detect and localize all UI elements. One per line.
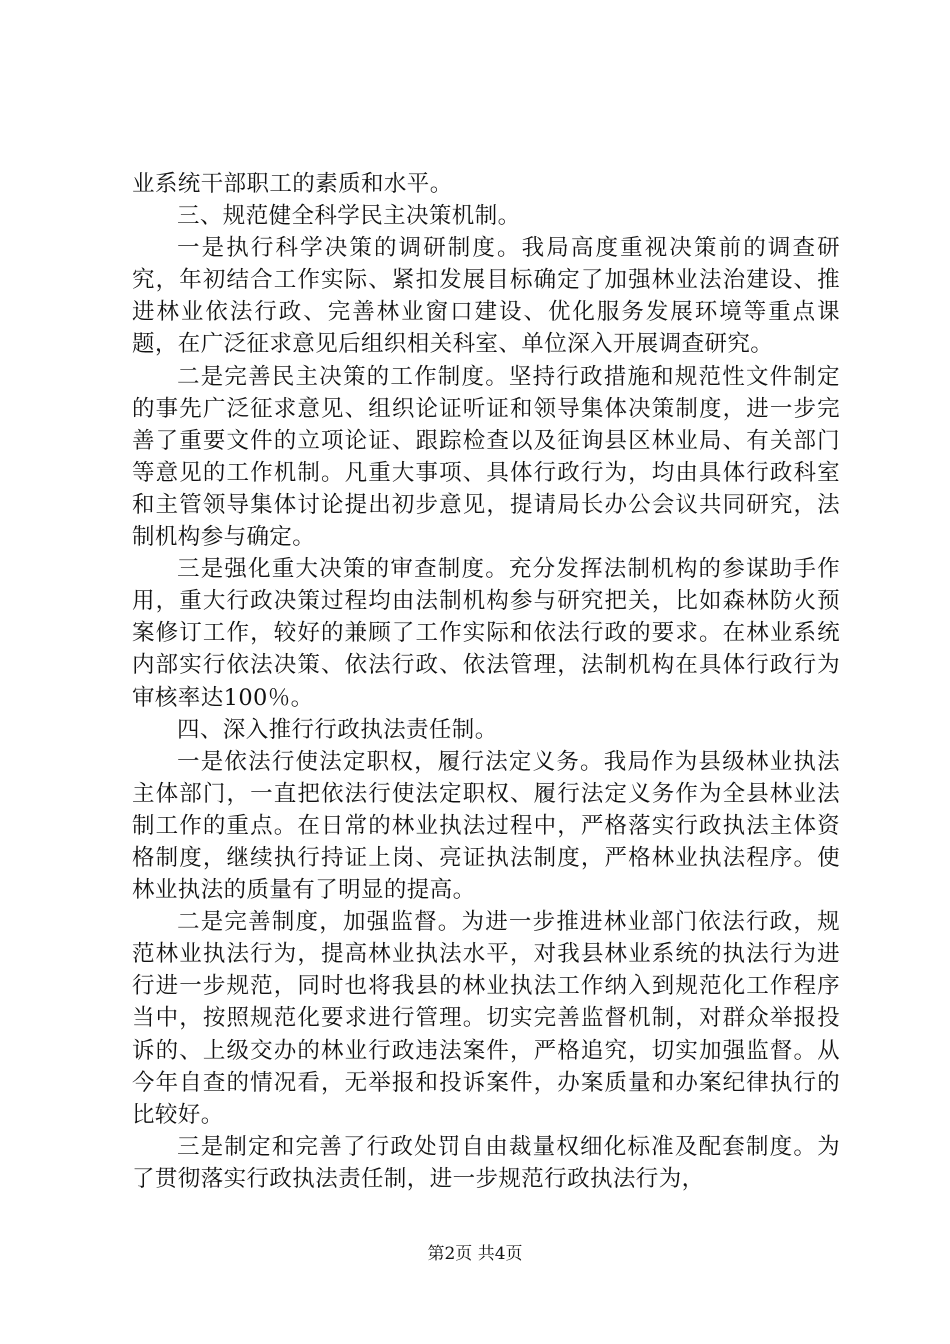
paragraph: 三是强化重大决策的审查制度。充分发挥法制机构的参谋助手作用，重大行政决策过程均由法制机构参与研究把关，比如森林防火预案修订工作，较好的兼顾了工作实际和依法行政的要求。在林业系统内部实行依法决策、依法行政、依法管理，法制机构在具体行政行为审核率达100％。 xyxy=(132,556,840,711)
paragraph: 一是执行科学决策的调研制度。我局高度重视决策前的调查研究，年初结合工作实际、紧扣发展目标确定了加强林业法治建设、推进林业依法行政、完善林业窗口建设、优化服务发展环境等重点课题，在广泛征求意见后组织相关科室、单位深入开展调查研究。 xyxy=(132,235,840,358)
section-heading-three: 三、规范健全科学民主决策机制。 xyxy=(177,203,521,230)
paragraph: 三是制定和完善了行政处罚自由裁量权细化标准及配套制度。为了贯彻落实行政执法责任制，进一步规范行政执法行为， xyxy=(132,1133,840,1192)
paragraph-continuation: 业系统干部职工的素质和水平。 xyxy=(132,171,453,197)
paragraph: 一是依法行使法定职权，履行法定义务。我局作为县级林业执法主体部门，一直把依法行使法定职权、履行法定义务作为全县林业法制工作的重点。在日常的林业执法过程中，严格落实行政执法主体资格制度，继续执行持证上岗、亮证执法制度，严格林业执法程序。使林业执法的质量有了明显的提高。 xyxy=(132,748,840,904)
section-heading-four: 四、深入推行行政执法责任制。 xyxy=(177,716,498,743)
paragraph: 二是完善民主决策的工作制度。坚持行政措施和规范性文件制定的事先广泛征求意见、组织论证听证和领导集体决策制度，进一步完善了重要文件的立项论证、跟踪检查以及征询县区林业局、有关部门等意见的工作机制。凡重大事项、具体行政行为，均由具体行政科室和主管领导集体讨论提出初步意见，提请局长办公会议共同研究，法制机构参与确定。 xyxy=(132,363,840,551)
document-body xyxy=(132,168,840,1195)
paragraph: 二是完善制度，加强监督。为进一步推进林业部门依法行政，规范林业执法行为，提高林业执法水平，对我县林业系统的执法行为进行进一步规范，同时也将我县的林业执法工作纳入到规范化工作程序当中，按照规范化要求进行管理。切实完善监督机制，对群众举报投诉的、上级交办的林业行政违法案件，严格追究，切实加强监督。从今年自查的情况看，无举报和投诉案件，办案质量和办案纪律执行的比较好。 xyxy=(132,909,840,1128)
page-number-footer: 第2页 共4页 xyxy=(427,1244,523,1264)
